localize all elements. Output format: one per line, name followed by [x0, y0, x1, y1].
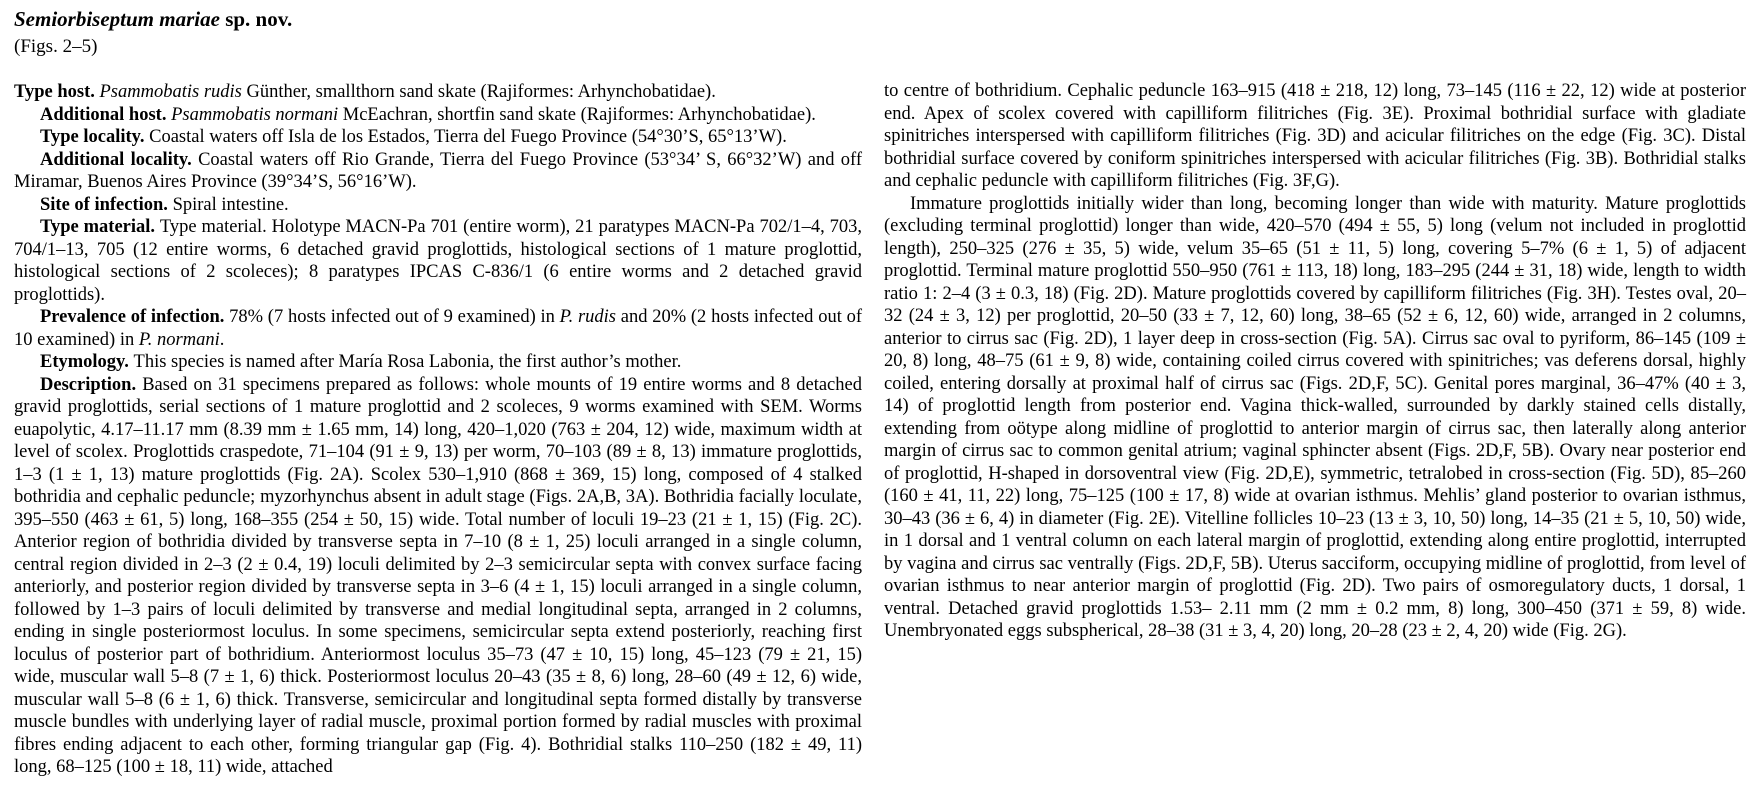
text-run-bold: Site of infection.: [40, 194, 173, 215]
text-run-plain: 78% (7 hosts infected out of 9 examined) in: [229, 307, 560, 327]
text-run-italic: Psammobatis rudis: [99, 82, 242, 102]
text-run-plain: This species is named after María Rosa Labonia, the first author’s mother.: [133, 352, 682, 372]
text-run-plain: Based on 31 specimens prepared as follows: whole mounts of 19 entire worms and 8 detached gravid proglottids, serial sections of 1 mature proglottid and 2 scoleces, 9 worms examined with SEM. Worms euapolytic, 4.17–11.17 mm (8.39 mm ± 1.65 mm, 14) long, 420–1,020 (763 ± 204, 12) wide, maximum width at level of scolex. Proglottids craspedote, 71–104 (91 ± 9, 13) per worm, 70–103 (89 ± 8, 13) immature proglottids, 1–3 (1 ± 1, 13) mature proglottids (Fig. 2A). Scolex 530–1,910 (868 ± 369, 15) long, composed of 4 stalked bothridia and cephalic peduncle; myzorhynchus absent in adult stage (Figs. 2A,B, 3A). Bothridia facially loculate, 395–550 (463 ± 61, 5) long, 168–355 (254 ± 50, 15) wide. Total number of loculi 19–23 (21 ± 1, 15) (Fig. 2C). Anterior region of bothridia divided by transverse septa in 7–10 (8 ± 1, 25) loculi arranged in a single column, central region divided in 2–3 (2 ± 0.4, 19) loculi delimited by 2–3 semicircular septa with convex surface facing anteriorly, and posterior region divided by transverse septa in 3–6 (4 ± 1, 15) loculi arranged in a single column, followed by 1–3 pairs of loculi delimited by transverse and medial longitudinal septa, arranged in 2 columns, ending in single posteriormost loculus. In some specimens, semicircular septa extend posteriorly, reaching first loculus of posterior part of bothridium. Anteriormost loculus 35–73 (47 ± 10, 15) long, 45–123 (79 ± 21, 15) wide, muscular wall 5–8 (7 ± 1, 6) thick. Posteriormost loculus 20–43 (35 ± 8, 6) long, 28–60 (49 ± 12, 6) wide, muscular wall 5–8 (6 ± 1, 6) thick. Transverse, semicircular and longitudinal septa formed distally by transverse muscle bundles with underlying layer of radial muscle, proximal portion formed by radial muscles with proximal fibres ending adjacent to each other, forming triangular gap (Fig. 4). Bothridial stalks 110–250 (182 ± 49, 11) long, 68–125 (100 ± 18, 11) wide, attached: [14, 374, 862, 777]
text-run-plain: Coastal waters off Isla de los Estados, Tierra del Fuego Province (54°30’S, 65°13’W).: [149, 127, 787, 147]
text-run-bold: Type material.: [40, 217, 160, 237]
paragraph-proglottid-anatomy: [884, 193, 1746, 643]
text-run-plain: to centre of bothridium. Cephalic peduncle 163–915 (418 ± 218, 12) long, 73–145 (116 ± 22, 12) wide at posterior end. Apex of scolex covered with capilliform filitriches (Fig. 3E). Proximal bothridial surface with gladiate spinitriches interspersed with capilliform filitriches (Fig. 3D) and acicular filitriches on the edge (Fig. 3C). Distal bothridial surface covered by coniform spinitriches interspersed with acicular filitriches (Fig. 3B). Bothridial stalks and cephalic peduncle with capilliform filitriches (Fig. 3F,G).: [884, 81, 1746, 191]
text-run-plain: Coastal waters off Rio Grande, Tierra del Fuego Province (53°34’ S, 66°32’W) and off Miramar, Buenos Aires Province (39°34’S, 56°16’W).: [14, 149, 862, 192]
species-name: Semiorbiseptum mariae: [14, 7, 220, 31]
text-run-italic: P. normani: [138, 329, 220, 350]
paragraph-type-locality: [14, 126, 862, 149]
paragraph-description: [14, 374, 862, 779]
text-run-bold: Description.: [40, 374, 143, 395]
text-run-bold: Etymology.: [40, 352, 134, 372]
text-run-bold: Prevalence of infection.: [40, 307, 230, 327]
species-title-suffix: sp. nov.: [219, 7, 293, 31]
text-run-plain: and 20% (2 hosts infected out of 10 examined) in: [14, 307, 863, 350]
text-run-bold: Additional host.: [40, 104, 172, 125]
text-run-plain: McEachran, shortfin sand skate (Rajiformes: Arhynchobatidae).: [338, 104, 816, 125]
paragraph-type-host: [14, 81, 862, 104]
text-run-plain: .: [219, 329, 225, 350]
paragraph-additional-locality: [14, 149, 862, 194]
text-run-italic: Psammobatis normani: [171, 104, 339, 125]
text-run-bold: Type locality.: [40, 127, 150, 147]
text-run-plain: Type material. Holotype MACN-Pa 701 (entire worm), 21 paratypes MACN-Pa 702/1–4, 703, 704/1–13, 705 (12 entire worms, 6 detached gravid proglottids, histological sections of 1 mature proglottid, histological sections of 2 scoleces); 8 paratypes IPCAS C-836/1 (6 entire worms and 2 detached gravid proglottids).: [14, 217, 862, 305]
title-block: [14, 6, 862, 60]
paragraph-type-material: [14, 216, 862, 306]
species-title: [14, 6, 862, 33]
left-column: [14, 6, 862, 779]
paragraph-etymology: [14, 351, 862, 374]
paragraph-description-continued: [884, 80, 1746, 193]
figures-reference: (Figs. 2–5): [14, 36, 98, 57]
text-run-bold: Additional locality.: [40, 149, 199, 170]
paragraph-site-of-infection: [14, 194, 862, 217]
text-run-plain: Spiral intestine.: [172, 194, 289, 215]
text-run-bold: Type host.: [14, 82, 100, 102]
right-column: [884, 80, 1746, 643]
text-run-plain: Immature proglottids initially wider than long, becoming longer than wide with maturity. Mature proglottids (excluding terminal proglottid) longer than wide, 420–570 (494 ± 55, 5) long (velum not included in proglottid length), 250–325 (276 ± 35, 5) wide, velum 35–65 (51 ± 11, 5) long, covering 5–7% (6 ± 1, 5) of adjacent proglottid. Terminal mature proglottid 550–950 (761 ± 113, 18) long, 183–295 (244 ± 31, 18) wide, length to width ratio 1: 2–4 (3 ± 0.3, 18) (Fig. 2D). Mature proglottids covered by capilliform filitriches (Fig. 3H). Testes oval, 20–32 (24 ± 3, 12) per proglottid, 20–50 (33 ± 7, 12, 60) long, 38–65 (52 ± 6, 12, 60) wide, arranged in 2 columns, anterior to cirrus sac (Fig. 2D), 1 layer deep in cross-section (Fig. 5A). Cirrus sac oval to pyriform, 86–145 (109 ± 20, 8) long, 48–75 (61 ± 9, 8) wide, containing coiled cirrus covered with spinitriches; vas deferens dorsal, highly coiled, entering dorsally at proximal half of cirrus sac (Figs. 2D,F, 5C). Genital pores marginal, 36–47% (40 ± 3, 14) of proglottid length from posterior end. Vagina thick-walled, surrounded by darkly stained cells distally, extending from oötype along midline of proglottid to anterior margin of cirrus sac, then laterally along anterior margin of cirrus sac to common genital atrium; vaginal sphincter absent (Figs. 2D,F, 5B). Ovary near posterior end of proglottid, H-shaped in dorsoventral view (Fig. 2D,E), symmetric, tetralobed in cross-section (Fig. 5D), 85–260 (160 ± 41, 11, 22) long, 75–125 (100 ± 17, 8) wide at ovarian isthmus. Mehlis’ gland posterior to ovarian isthmus, 30–43 (36 ± 6, 4) in diameter (Fig. 2E). Vitelline follicles 10–23 (13 ± 3, 10, 50) long, 14–35 (21 ± 5, 10, 50) wide, in 1 dorsal and 1 ventral column on each lateral margin of proglottid, extending along entire proglottid, interrupted by vagina and cirrus sac ventrally (Figs. 2D,F, 5B). Uterus sacciform, occupying midline of proglottid, from level of ovarian isthmus to near anterior margin of proglottid (Fig. 2D). Two pairs of osmoregulatory ducts, 1 dorsal, 1 ventral. Detached gravid proglottids 1.53– 2.11 mm (2 mm ± 0.2 mm, 8) long, 300–450 (371 ± 59, 8) wide. Unembryonated eggs subspherical, 28–38 (31 ± 3, 4, 20) long, 20–28 (23 ± 2, 4, 20) wide (Fig. 2G).: [884, 193, 1746, 641]
paragraph-additional-host: [14, 104, 862, 127]
paragraph-prevalence-of-infection: [14, 306, 862, 351]
text-run-italic: P. rudis: [559, 307, 616, 327]
text-run-plain: Günther, smallthorn sand skate (Rajiformes: Arhynchobatidae).: [241, 82, 716, 102]
